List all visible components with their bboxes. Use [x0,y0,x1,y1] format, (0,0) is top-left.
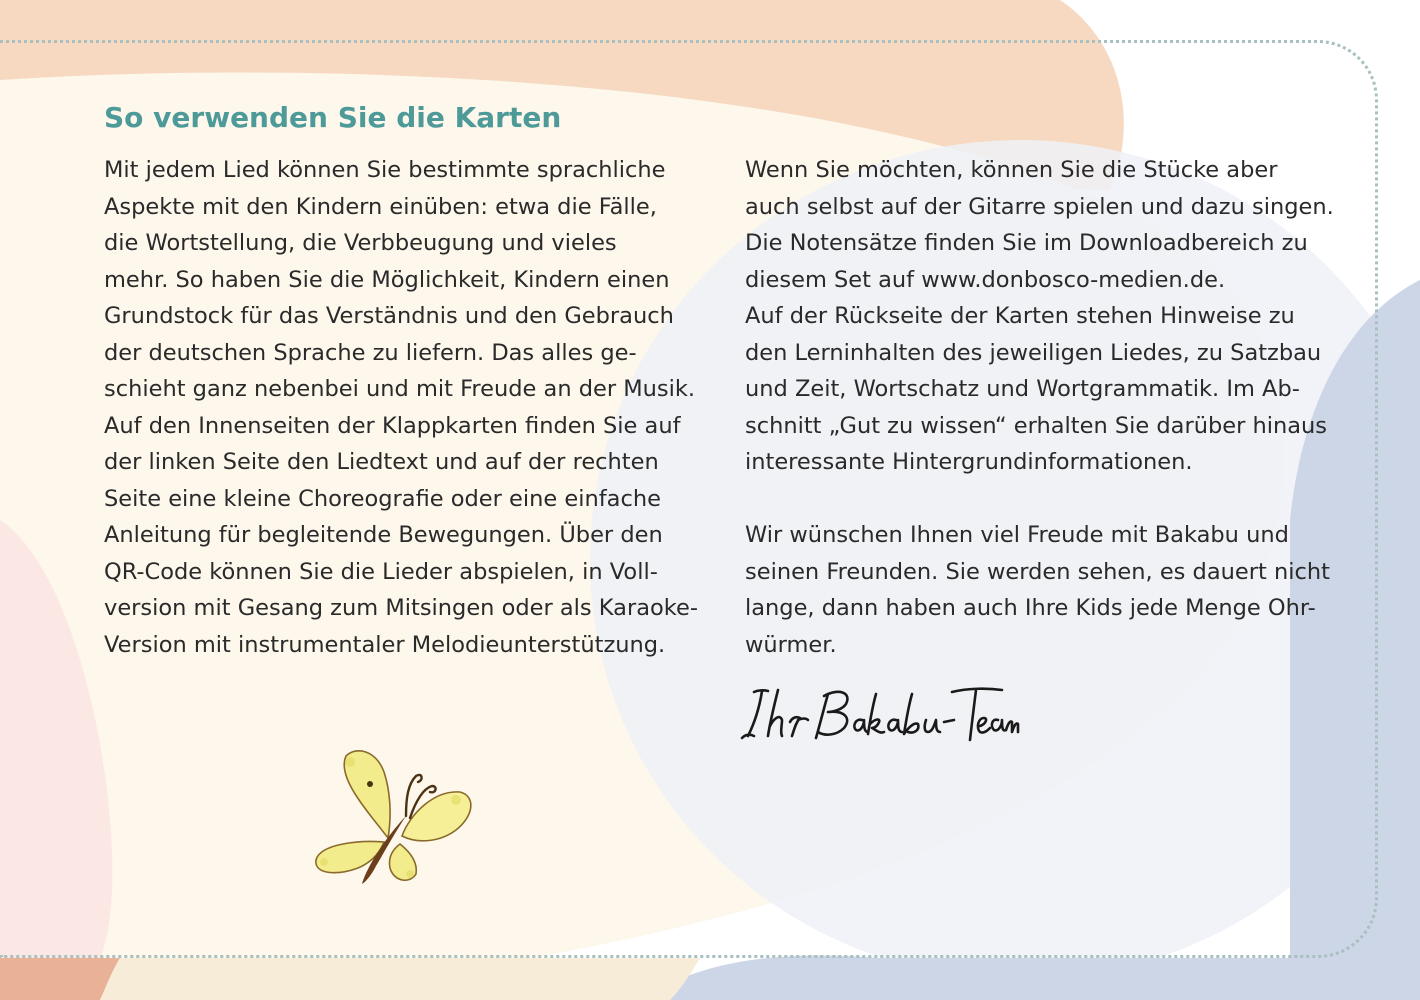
text-line: Seite eine kleine Choreografie oder eine einfache [104,485,661,512]
text-line: Die Notensätze finden Sie im Downloadbereich zu [745,230,1308,256]
page-title: So verwenden Sie die Karten [104,101,562,134]
wing-spot [367,781,373,787]
text-line: würmer. [745,631,837,658]
text-line: mehr. So haben Sie die Möglichkeit, Kindern einen [104,266,670,293]
text-line: Grundstock für das Verständnis und den Gebrauch [104,303,674,329]
text-line: und Zeit, Wortschatz und Wortgrammatik. Im Ab- [745,376,1300,402]
text-line: Auf der Rückseite der Karten stehen Hinweise zu [745,303,1295,329]
text-line: Auf den Innenseiten der Klappkarten finden Sie auf [104,412,681,439]
text-line: diesem Set auf www.donbosco-medien.de. [745,266,1226,293]
text-line: der linken Seite den Liedtext und auf der rechten [104,449,659,475]
text-line: seinen Freunden. Sie werden sehen, es dauert nicht [745,558,1330,585]
paragraph-gap [745,481,1334,518]
text-line: Mit jedem Lied können Sie bestimmte sprachliche [104,157,666,183]
text-line: Wenn Sie möchten, können Sie die Stücke aber [745,157,1278,183]
text-line: QR-Code können Sie die Lieder abspielen, in Voll- [104,558,658,585]
text-line: version mit Gesang zum Mitsingen oder als Karaoke- [104,595,698,621]
right-column [745,152,1334,663]
text-line: der deutschen Sprache zu liefern. Das alles ge- [104,339,637,366]
text-line: Aspekte mit den Kindern einüben: etwa die Fälle, [104,193,657,220]
signature [740,682,1020,746]
butterfly-icon [306,742,486,894]
text-line: schnitt „Gut zu wissen“ erhalten Sie darüber hinaus [745,412,1328,439]
text-line: den Lerninhalten des jeweiligen Liedes, zu Satzbau [745,339,1322,366]
text-line: lange, dann haben auch Ihre Kids jede Menge Ohr- [745,595,1316,621]
text-line: Anleitung für begleitende Bewegungen. Über den [104,522,663,548]
text-line: Version mit instrumentaler Melodieunterstützung. [104,631,666,658]
text-line: Wir wünschen Ihnen viel Freude mit Bakabu und [745,522,1289,548]
left-column [104,152,698,663]
text-line: die Wortstellung, die Verbbeugung und vieles [104,230,617,256]
text-line: interessante Hintergrundinformationen. [745,449,1193,475]
text-line: schieht ganz nebenbei und mit Freude an der Musik. [104,376,696,402]
text-line: auch selbst auf der Gitarre spielen und dazu singen. [745,193,1334,220]
